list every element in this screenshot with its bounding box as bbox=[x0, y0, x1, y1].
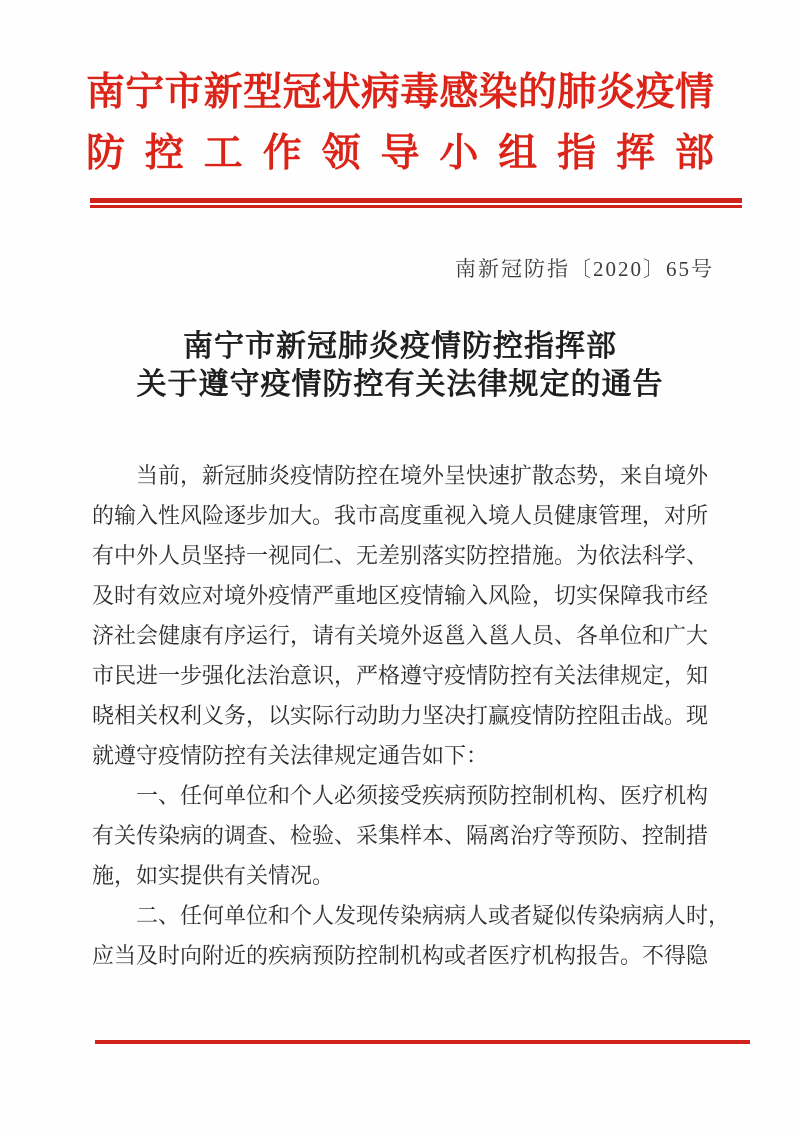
body-line: 晓相关权利义务，以实际行动助力坚决打赢疫情防控阻击战。现 bbox=[92, 703, 709, 728]
body-text bbox=[92, 456, 731, 976]
notice-title-line-1: 南宁市新冠肺炎疫情防控指挥部 bbox=[183, 330, 617, 363]
body-line: 二、任何单位和个人发现传染病病人或者疑似传染病病人时， bbox=[136, 903, 731, 928]
body-line: 一、任何单位和个人必须接受疾病预防控制机构、医疗机构 bbox=[136, 783, 709, 808]
red-separator-rule bbox=[90, 198, 742, 208]
body-line: 当前，新冠肺炎疫情防控在境外呈快速扩散态势，来自境外 bbox=[136, 463, 709, 488]
body-line: 应当及时向附近的疾病预防控制机构或者医疗机构报告。不得隐 bbox=[92, 943, 709, 968]
body-line: 有中外人员坚持一视同仁、无差别落实防控措施。为依法科学、 bbox=[92, 543, 709, 568]
body-line: 就遵守疫情防控有关法律规定通告如下： bbox=[92, 743, 489, 768]
body-line: 有关传染病的调查、检验、采集样本、隔离治疗等预防、控制措 bbox=[92, 823, 709, 848]
letterhead-line-1: 南宁市新型冠状病毒感染的肺炎疫情 bbox=[86, 71, 714, 114]
notice-title bbox=[0, 328, 800, 404]
footer-rule bbox=[95, 1040, 750, 1044]
body-line: 济社会健康有序运行，请有关境外返邕入邕人员、各单位和广大 bbox=[92, 623, 709, 648]
body-line: 的输入性风险逐步加大。我市高度重视入境人员健康管理，对所 bbox=[92, 503, 709, 528]
body-line: 施，如实提供有关情况。 bbox=[92, 863, 335, 888]
letterhead-line-2: 防控工作领导小组指挥部 bbox=[86, 132, 714, 175]
body-line: 市民进一步强化法治意识，严格遵守疫情防控有关法律规定，知 bbox=[92, 663, 709, 688]
red-separator-thin-line bbox=[90, 205, 742, 208]
body-line: 及时有效应对境外疫情严重地区疫情输入风险，切实保障我市经 bbox=[92, 583, 709, 608]
document-number: 南新冠防指〔2020〕65号 bbox=[455, 257, 714, 281]
letterhead bbox=[86, 0, 714, 184]
notice-title-line-2: 关于遵守疫情防控有关法律规定的通告 bbox=[136, 368, 664, 401]
